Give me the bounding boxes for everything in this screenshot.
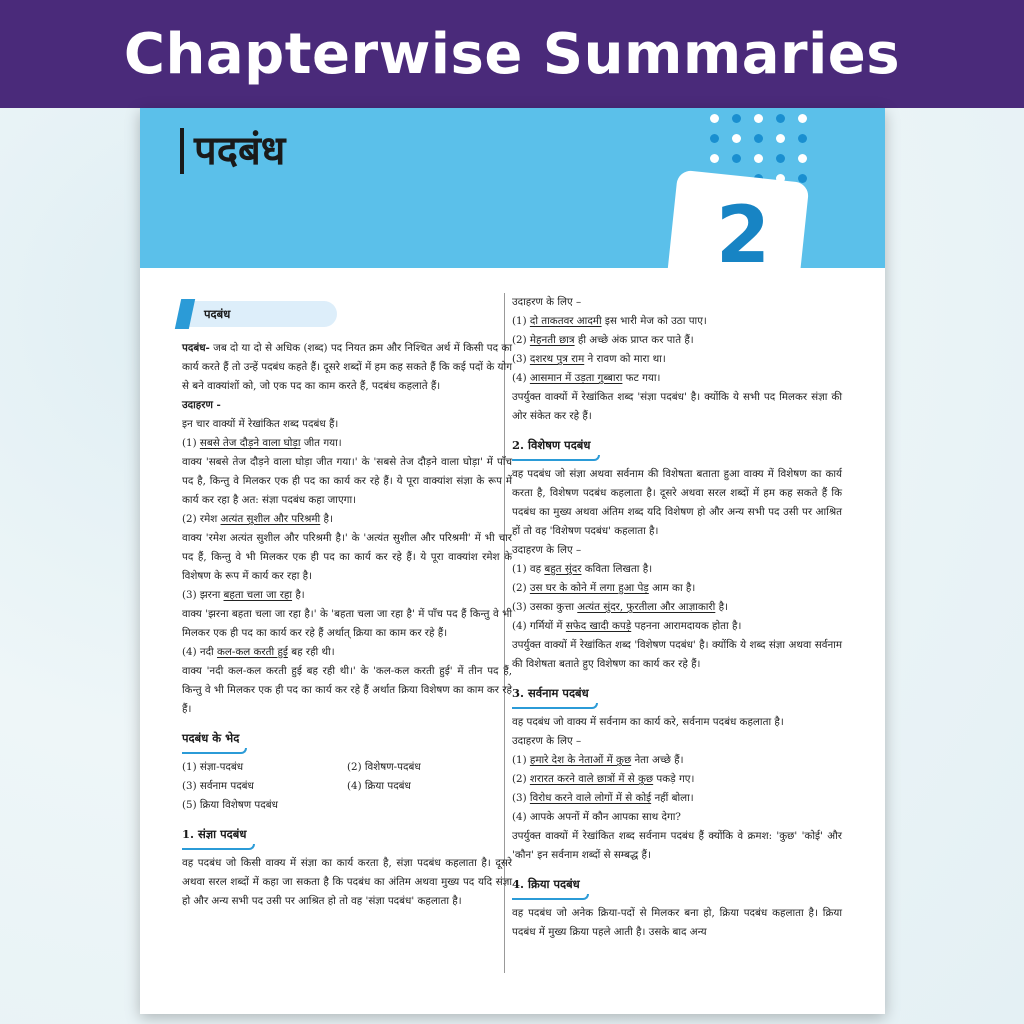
section-heading-label: पदबंध bbox=[204, 306, 231, 321]
example-label-text: उदाहरण - bbox=[182, 399, 221, 411]
example-1 bbox=[182, 434, 512, 453]
ex-underlined: दो ताकतवर आदमी bbox=[529, 315, 602, 327]
decorative-dot bbox=[710, 154, 719, 163]
definition-text: जब दो या दो से अधिक (शब्द) पद नियत क्रम और निश्चित अर्थ में किसी पद का कार्य करते हैं तो उन्हें पदबंध कहते हैं। दूसरे शब्दों में हम कह सकते हैं कि कई पदों के योग से बने वाक्यांशों को, जो एक पद का काम करते हैं, पदबंध कहलाते हैं। bbox=[182, 342, 512, 392]
ex-suffix: कविता लिखता है। bbox=[581, 563, 653, 575]
example-4-explanation: वाक्य 'नदी कल-कल करती हुई बह रही थी।' के 'कल-कल करती हुई' में तीन पद हैं, किन्तु वे भी मिलकर एक ही पद का कार्य कर रहे हैं अर्थात क्रिया विशेषण का काम कर रहे हैं। bbox=[182, 665, 512, 715]
ex-suffix: जीत गया। bbox=[300, 437, 342, 449]
ex-underlined: उस घर के कोने में लगा हुआ पेड़ bbox=[529, 582, 649, 594]
example-2-explanation: वाक्य 'रमेश अत्यंत सुशील और परिश्रमी है।' के 'अत्यंत सुशील और परिश्रमी' में भी चार पद हैं, किन्तु वे भी मिलकर एक ही पद का कार्य कर रहे हैं। ये पूरा वाक्यांश रमेश के विशेषण के रूप में कार्य कर रहा है। bbox=[182, 532, 512, 582]
noun-example-label: उदाहरण के लिए – bbox=[512, 296, 582, 308]
ex-prefix: (2) bbox=[512, 773, 530, 785]
ex-suffix: इस भारी मेज को उठा पाए। bbox=[601, 315, 707, 327]
noun-summary: उपर्युक्त वाक्यों में रेखांकित शब्द 'संज्ञा पदबंध' है। क्योंकि ये सभी पद मिलकर संज्ञा की ओर संकेत कर रहे हैं। bbox=[512, 391, 842, 422]
adjective-example-2 bbox=[512, 579, 842, 598]
decorative-dot bbox=[798, 154, 807, 163]
decorative-dot bbox=[710, 114, 719, 123]
ex-prefix: (1) bbox=[512, 754, 530, 766]
definition-paragraph bbox=[182, 339, 512, 396]
ex-suffix: है। bbox=[715, 601, 728, 613]
decorative-dot bbox=[754, 154, 763, 163]
decorative-dot bbox=[754, 134, 763, 143]
noun-example-1 bbox=[512, 312, 842, 331]
pronoun-summary: उपर्युक्त वाक्यों में रेखांकित शब्द सर्वनाम पदबंध हैं क्योंकि वे क्रमश: 'कुछ' 'कोई' और 'कौन' इन सर्वनाम शब्दों से सम्बद्ध हैं। bbox=[512, 830, 842, 861]
type-item: (2) विशेषण-पदबंध bbox=[347, 761, 421, 773]
decorative-dot bbox=[776, 154, 785, 163]
ex-suffix: पकड़े गए। bbox=[653, 773, 695, 785]
adjective-example-1 bbox=[512, 560, 842, 579]
definition-term: पदबंध- bbox=[182, 342, 210, 354]
ex-prefix: (3) उसका कुत्ता bbox=[512, 601, 578, 613]
ex-suffix: फट गया। bbox=[622, 372, 661, 384]
type-item: (3) सर्वनाम पदबंध bbox=[182, 780, 254, 792]
example-2 bbox=[182, 510, 512, 529]
ex-prefix: (2) bbox=[512, 334, 530, 346]
ex-prefix: (3) bbox=[512, 353, 530, 365]
ex-suffix: है। bbox=[320, 513, 333, 525]
pronoun-example-2 bbox=[512, 770, 842, 789]
ex-prefix: (4) bbox=[512, 372, 530, 384]
example-4 bbox=[182, 643, 512, 662]
ex-suffix: नेता अच्छे हैं। bbox=[631, 754, 684, 766]
type-item: (5) क्रिया विशेषण पदबंध bbox=[182, 799, 278, 811]
noun-example-4 bbox=[512, 369, 842, 388]
example-3 bbox=[182, 586, 512, 605]
type-item: (1) संज्ञा-पदबंध bbox=[182, 761, 244, 773]
pronoun-example-1 bbox=[512, 751, 842, 770]
verb-phrase-heading: 4. क्रिया पदबंध bbox=[512, 875, 580, 900]
section-marker bbox=[175, 299, 195, 329]
verb-phrase-text: वह पदबंध जो अनेक क्रिया-पदों से मिलकर बना हो, क्रिया पदबंध कहलाता है। क्रिया पदबंध में मुख्य क्रिया पहले आती है। उसके बाद अन्य bbox=[512, 907, 842, 938]
decorative-dot bbox=[798, 114, 807, 123]
banner-title: Chapterwise Summaries bbox=[123, 21, 901, 87]
top-banner bbox=[0, 0, 1024, 108]
adjective-phrase-heading: 2. विशेषण पदबंध bbox=[512, 436, 590, 461]
ex-suffix: आम का है। bbox=[648, 582, 696, 594]
ex-prefix: (1) bbox=[512, 315, 530, 327]
decorative-dot bbox=[732, 114, 741, 123]
pronoun-example-4: (4) आपके अपनों में कौन आपका साथ देगा? bbox=[512, 811, 681, 823]
ex-underlined: आसमान में उड़ता गुब्बारा bbox=[529, 372, 623, 384]
noun-phrase-text: वह पदबंध जो किसी वाक्य में संज्ञा का कार्य करता है, संज्ञा पदबंध कहलाता है। दूसरे अथवा सरल शब्दों में कहा जा सकता है कि पदबंध का अंतिम अथवा मुख्य पद यदि संज्ञा हो और अन्य सभी पद उसी पर आश्रित हो तो वह 'संज्ञा पदबंध' कहलाता है। bbox=[182, 857, 512, 907]
ex-suffix: पहनना आरामदायक होता है। bbox=[631, 620, 742, 632]
ex-underlined: दशरथ पुत्र राम bbox=[529, 353, 585, 365]
decorative-dot bbox=[710, 134, 719, 143]
chapter-title: पदबंध bbox=[180, 128, 285, 174]
decorative-dot bbox=[754, 114, 763, 123]
right-column bbox=[512, 293, 842, 942]
ex-prefix: (1) bbox=[182, 437, 200, 449]
decorative-dot bbox=[798, 174, 807, 183]
example-label bbox=[182, 396, 512, 415]
decorative-dot bbox=[776, 114, 785, 123]
ex-underlined: विरोध करने वाले लोगों में से कोई bbox=[529, 792, 652, 804]
ex-underlined: बहता चला जा रहा bbox=[223, 589, 293, 601]
ex-prefix: (2) bbox=[512, 582, 530, 594]
pronoun-example-label: उदाहरण के लिए – bbox=[512, 735, 582, 747]
ex-prefix: (3) bbox=[512, 792, 530, 804]
ex-suffix: बह रही थी। bbox=[287, 646, 335, 658]
example-1-explanation: वाक्य 'सबसे तेज दौड़ने वाला घोड़ा जीत गया।' के 'सबसे तेज दौड़ने वाला घोड़ा' में पाँच पद है, किन्तु वे मिलकर एक ही पद का कार्य कर रहे हैं। ये पूरा वाक्यांश संज्ञा के रूप में कार्य कर रहा है अत: संज्ञा पदबंध कहा जाएगा। bbox=[182, 456, 512, 506]
ex-prefix: (2) रमेश bbox=[182, 513, 221, 525]
section-heading bbox=[182, 301, 337, 327]
chapter-number: 2 bbox=[715, 191, 771, 281]
decorative-dot bbox=[732, 134, 741, 143]
ex-suffix: है। bbox=[292, 589, 305, 601]
decorative-dot bbox=[776, 134, 785, 143]
ex-prefix: (4) नदी bbox=[182, 646, 217, 658]
pronoun-phrase-text: वह पदबंध जो वाक्य में सर्वनाम का कार्य करे, सर्वनाम पदबंध कहलाता है। bbox=[512, 716, 784, 728]
adjective-example-label: उदाहरण के लिए – bbox=[512, 544, 582, 556]
pronoun-phrase-heading: 3. सर्वनाम पदबंध bbox=[512, 684, 589, 709]
decorative-dot bbox=[798, 134, 807, 143]
noun-phrase-heading: 1. संज्ञा पदबंध bbox=[182, 825, 246, 850]
ex-underlined: शरारत करने वाले छात्रों में से कुछ bbox=[529, 773, 654, 785]
ex-underlined: मेहनती छात्र bbox=[529, 334, 575, 346]
ex-underlined: हमारे देश के नेताओं में कुछ bbox=[529, 754, 632, 766]
ex-underlined: बहुत सुंदर bbox=[544, 563, 582, 575]
decorative-dot bbox=[732, 154, 741, 163]
example-intro: इन चार वाक्यों में रेखांकित शब्द पदबंध हैं। bbox=[182, 418, 339, 430]
noun-example-2 bbox=[512, 331, 842, 350]
ex-suffix: नहीं बोला। bbox=[651, 792, 694, 804]
adjective-example-3 bbox=[512, 598, 842, 617]
book-page bbox=[140, 108, 885, 1014]
ex-underlined: सफेद खादी कपड़े bbox=[565, 620, 632, 632]
adjective-example-4 bbox=[512, 617, 842, 636]
adjective-phrase-text: वह पदबंध जो संज्ञा अथवा सर्वनाम की विशेषता बताता हुआ वाक्य में विशेषण का कार्य करता है, विशेषण पदबंध कहलाता है। दूसरे अथवा सरल शब्दों में हम कह सकते हैं कि पदबंध का मुख्य अथवा अंतिम शब्द यदि विशेषण हो और अन्य सभी पद उसी पर आश्रित हों तो वह 'विशेषण पदबंध' कहलाता है। bbox=[512, 468, 843, 537]
noun-example-3 bbox=[512, 350, 842, 369]
left-column bbox=[182, 293, 512, 911]
pronoun-example-3 bbox=[512, 789, 842, 808]
ex-underlined: अत्यंत सुंदर, फुरतीला और आज्ञाकारी bbox=[577, 601, 716, 613]
ex-underlined: सबसे तेज दौड़ने वाला घोड़ा bbox=[199, 437, 301, 449]
types-heading: पदबंध के भेद bbox=[182, 729, 239, 754]
ex-prefix: (4) गर्मियों में bbox=[512, 620, 566, 632]
ex-suffix: ही अच्छे अंक प्राप्त कर पाते हैं। bbox=[574, 334, 694, 346]
ex-underlined: अत्यंत सुशील और परिश्रमी bbox=[220, 513, 321, 525]
ex-prefix: (1) वह bbox=[512, 563, 545, 575]
ex-underlined: कल-कल करती हुई bbox=[216, 646, 288, 658]
adjective-summary: उपर्युक्त वाक्यों में रेखांकित शब्द 'विशेषण पदबंध' है। क्योंकि ये शब्द संज्ञा अथवा सर्वनाम की विशेषता बताते हुए विशेषण का कार्य कर रहे हैं। bbox=[512, 639, 842, 670]
ex-suffix: ने रावण को मारा था। bbox=[584, 353, 666, 365]
types-list bbox=[182, 758, 512, 815]
example-3-explanation: वाक्य 'झरना बहता चला जा रहा है।' के 'बहता चला जा रहा है' में पाँच पद हैं किन्तु वे भी मिलकर एक ही पद का कार्य कर रहे हैं अर्थात् क्रिया का काम कर रहे हैं। bbox=[182, 608, 512, 639]
ex-prefix: (3) झरना bbox=[182, 589, 224, 601]
type-item: (4) क्रिया पदबंध bbox=[347, 780, 411, 792]
